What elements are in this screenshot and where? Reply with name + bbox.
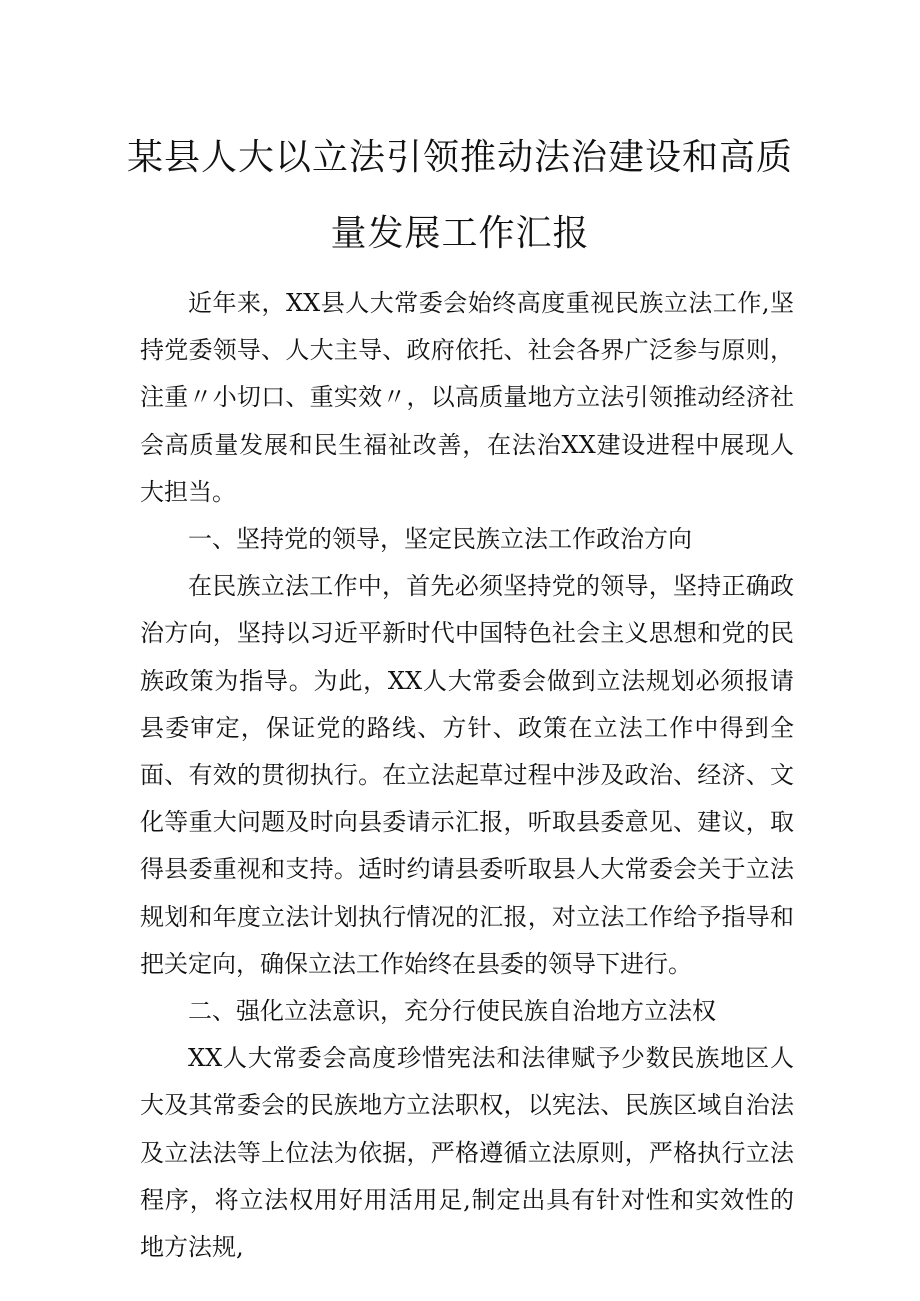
intro-paragraph: 近年来，XX县人大常委会始终高度重视民族立法工作,坚持党委领导、人大主导、政府依托、社会各界广泛参与原则，注重〃小切口、重实效〃，以高质量地方立法引领推动经济社会高质量发展和民生福祉改善，在法治XX建设进程中展现人大担当。 [140,289,794,506]
document-body [140,280,794,1271]
section-1-paragraph: 在民族立法工作中，首先必须坚持党的领导，坚持正确政治方向，坚持以习近平新时代中国特色社会主义思想和党的民族政策为指导。为此，XX人大常委会做到立法规划必须报请县委审定，保证党的路线、方针、政策在立法工作中得到全面、有效的贯彻执行。在立法起草过程中涉及政治、经济、文化等重大问题及时向县委请示汇报，听取县委意见、建议，取得县委重视和支持。适时约请县委听取县人大常委会关于立法规划和年度立法计划执行情况的汇报，对立法工作给予指导和把关定向，确保立法工作始终在县委的领导下进行。 [140,572,794,978]
document-title-line-1: 某县人大以立法引领推动法治建设和高质 [126,137,793,178]
section-2-paragraph: XX人大常委会高度珍惜宪法和法律赋予少数民族地区人大及其常委会的民族地方立法职权，以宪法、民族区域自治法及立法法等上位法为依据，严格遵循立法原则，严格执行立法程序，将立法权用好用活用足,制定出具有针对性和实效性的地方法规, [140,1044,794,1262]
document-title-line-2: 量发展工作汇报 [330,213,590,254]
section-heading-2: 二、强化立法意识，充分行使民族自治地方立法权 [188,997,716,1026]
section-heading-1: 一、坚持党的领导，坚定民族立法工作政治方向 [188,525,692,554]
